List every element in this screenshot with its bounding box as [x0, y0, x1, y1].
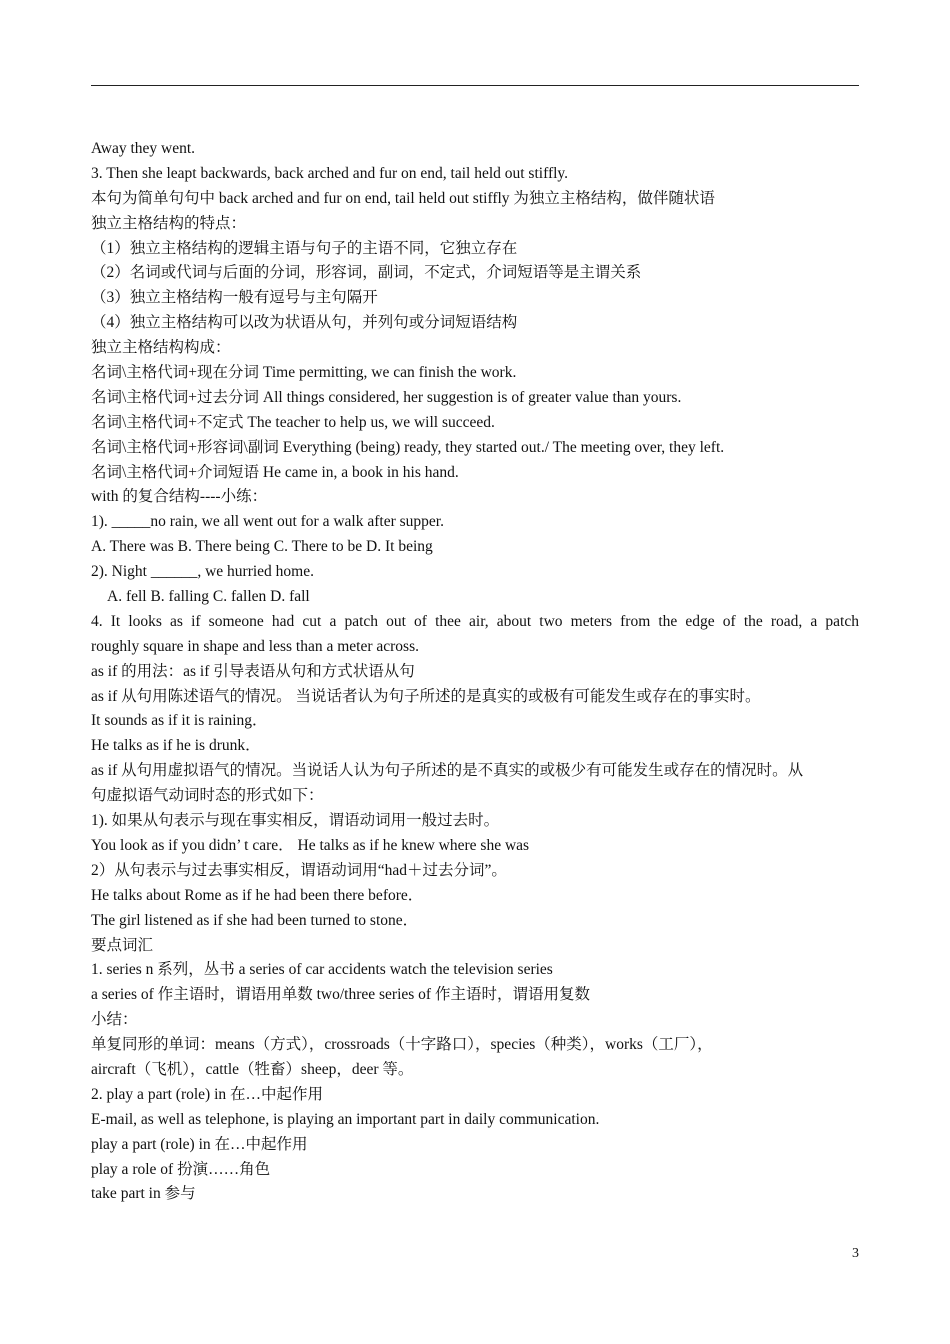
text-line: （3）独立主格结构一般有逗号与主句隔开	[91, 289, 378, 307]
text-line: a series of 作主语时，谓语用单数 two/three series of 作主语时，谓语用复数	[91, 986, 590, 1004]
text-line: 名词\主格代词+过去分词 All things considered, her suggestion is of greater value than yours.	[91, 388, 682, 406]
text-line: （4）独立主格结构可以改为状语从句，并列句或分词短语结构	[91, 314, 518, 332]
text-line: aircraft（飞机），cattle（牲畜）sheep，deer 等。	[91, 1060, 414, 1078]
header-rule	[91, 85, 859, 86]
text-line: 名词\主格代词+形容词\副词 Everything (being) ready, they started out./ The meeting over, they left.	[91, 438, 725, 456]
example-sentence: He talks about Rome as if he had been there before．	[91, 886, 424, 904]
text-line: 单复同形的单词：means（方式），crossroads（十字路口），species（种类），works（工厂），	[91, 1036, 713, 1054]
exercise-options: A. There was B. There being C. There to be D. It being	[91, 538, 433, 556]
example-sentence: The girl listened as if she had been turned to stone．	[91, 911, 419, 929]
text-line: Away they went.	[91, 140, 196, 157]
text-line: take part in 参与	[91, 1185, 196, 1203]
exercise-question: 2). Night ______, we hurried home.	[91, 563, 314, 581]
text-line: 1. series n 系列，丛书 a series of car accidents watch the television series	[91, 961, 553, 979]
text-line: 本句为简单句句中 back arched and fur on end, tail held out stiffly 为独立主格结构，做伴随状语	[91, 189, 715, 207]
text-line: 句虚拟语气动词时态的形式如下：	[91, 787, 324, 805]
text-line: 2）从句表示与过去事实相反，谓语动词用“had＋过去分词”。	[91, 861, 507, 879]
exercise-options: A. fell B. falling C. fallen D. fall	[107, 588, 310, 606]
text-line: 2. play a part (role) in 在…中起作用	[91, 1085, 324, 1103]
section-heading: 独立主格结构的特点：	[91, 214, 247, 232]
text-line: 3. Then she leapt backwards, back arched and fur on end, tail held out stiffly.	[91, 164, 569, 182]
example-sentence: You look as if you didn’ t care． He talks as if he knew where she was	[91, 836, 530, 854]
text-line: play a part (role) in 在…中起作用	[91, 1135, 308, 1153]
exercise-question: 1). _____no rain, we all went out for a walk after supper.	[91, 513, 444, 531]
text-line: 名词\主格代词+不定式 The teacher to help us, we will succeed.	[91, 413, 495, 431]
text-line: roughly square in shape and less than a meter across.	[91, 637, 419, 655]
text-line: as if 从句用陈述语气的情况。 当说话者认为句子所述的是真实的或极有可能发生或存在的事实时。	[91, 687, 761, 705]
section-heading: 要点词汇	[91, 936, 154, 954]
example-sentence: He talks as if he is drunk．	[91, 737, 261, 755]
text-line: as if 从句用虚拟语气的情况。当说话人认为句子所述的是不真实的或极少有可能发生或存在的情况时。从	[91, 762, 804, 780]
text-line: play a role of 扮演……角色	[91, 1160, 271, 1178]
section-heading: with 的复合结构----小练：	[91, 488, 268, 506]
text-line: 名词\主格代词+现在分词 Time permitting, we can finish the work.	[91, 364, 517, 382]
text-line: 名词\主格代词+介词短语 He came in, a book in his hand.	[91, 463, 459, 481]
example-sentence: E-mail, as well as telephone, is playing an important part in daily communication.	[91, 1110, 600, 1128]
text-line: as if 的用法：as if 引导表语从句和方式状语从句	[91, 662, 415, 680]
example-sentence: It sounds as if it is raining．	[91, 712, 268, 730]
text-line: 1). 如果从句表示与现在事实相反，谓语动词用一般过去时。	[91, 812, 500, 830]
section-heading: 独立主格结构构成：	[91, 339, 231, 357]
text-line: （1）独立主格结构的逻辑主语与句子的主语不同，它独立存在	[91, 239, 518, 257]
section-heading: 小结：	[91, 1011, 138, 1029]
text-line: （2）名词或代词与后面的分词，形容词，副词，不定式，介词短语等是主谓关系	[91, 264, 642, 282]
document-body	[91, 137, 859, 1207]
page-number: 3	[852, 1246, 859, 1261]
text-line: 4. It looks as if someone had cut a patch out of thee air, about two meters from the edge of the road, a patch	[91, 612, 859, 630]
